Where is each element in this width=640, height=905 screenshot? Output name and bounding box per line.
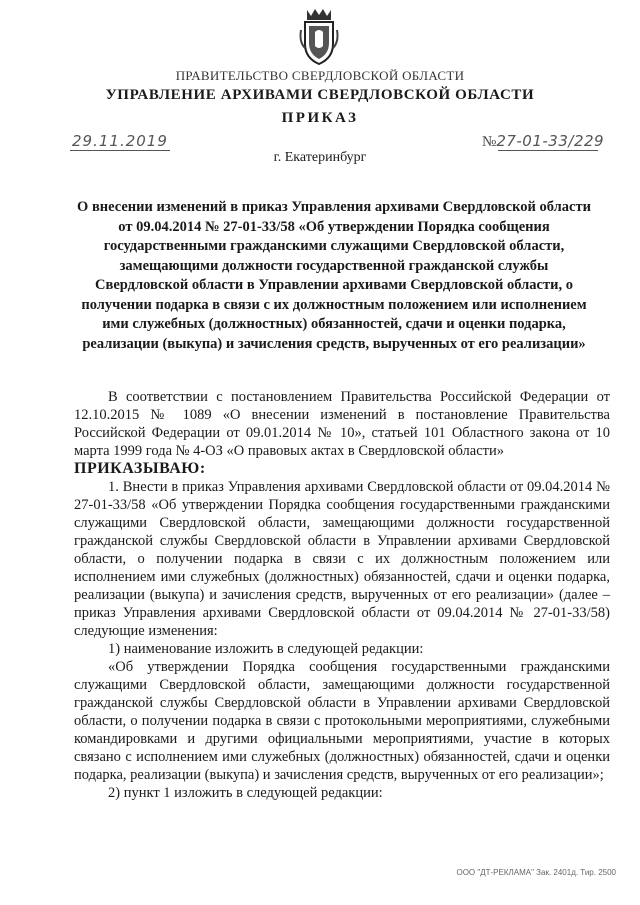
order-keyword: ПРИКАЗЫВАЮ: [74, 460, 206, 477]
government-heading: ПРАВИТЕЛЬСТВО СВЕРДЛОВСКОЙ ОБЛАСТИ [175, 68, 465, 83]
quote-1: «Об утверждении Порядка сообщения государственными гражданскими служащими Свердловской области, замещающими должности государственной гражданской службы Свердловской области в Управлении архивами Свердловской области, о получении подарка в связи с протокольными мероприятиями, служебными командировками и другими официальными мероприятиями, участие в которых связано с исполнением ими служебных (должностных) обязанностей, сдачи и оценки подарка, реализации (выкупа) и зачисления средств, вырученных от его реализации»; [74, 659, 610, 783]
preamble: В соответствии с постановлением Правительства Российской Федерации от 12.10.2015 № 1089 «О внесении изменений в постановление Правительства Российской Федерации от 09.01.2014 № 10», статьей 101 Областного закона от 10 марта 1999 года № 4-ОЗ «О правовых актах в Свердловской области» [74, 389, 610, 459]
department-heading: УПРАВЛЕНИЕ АРХИВАМИ СВЕРДЛОВСКОЙ ОБЛАСТИ [105, 87, 535, 103]
city: г. Екатеринбург [273, 150, 367, 165]
order-title: О внесении изменений в приказ Управления архивами Свердловской области от 09.04.2014 № 27-01-33/58 «Об утверждении Порядка сообщения государственными гражданскими служащими Свердловской области, замещающими должности государственной гражданской службы Свердловской области в Управлении архивами Свердловской области, о получении подарка в связи с их должностным положением или исполнением ими служебных (должностных) обязанностей, сдачи и оценки подарка, реализации (выкупа) и зачисления средств, вырученных от его реализации» [77, 199, 591, 352]
order-date: 29.11.2019 [72, 132, 168, 150]
sverdlovsk-coat-of-arms-icon [297, 6, 341, 66]
document-type: ПРИКАЗ [281, 110, 359, 126]
item-1: 1. Внести в приказ Управления архивами Свердловской области от 09.04.2014 № 27-01-33/58 «Об утверждении Порядка сообщения государственными гражданскими служащими Свердловской области, замещающими должности государственной гражданской службы Свердловской области в Управлении архивами Свердловской области, о получении подарка в связи с их должностным положением или исполнением ими служебных (должностных) обязанностей, сдачи и оценки подарка, реализации (выкупа) и зачисления средств, вырученных от его реализации» (далее – приказ Управления архивами Свердловской области от 09.04.2014 № 27-01-33/58) следующие изменения: [74, 479, 610, 639]
subitem-1: 1) наименование изложить в следующей редакции: [108, 641, 424, 657]
number-value: 27-01-33/229 [496, 132, 605, 150]
order-number [482, 132, 604, 151]
order-body [74, 388, 610, 802]
number-prefix: № [482, 134, 497, 150]
subitem-2: 2) пункт 1 изложить в следующей редакции: [108, 785, 383, 801]
printer-footer: ООО "ДТ-РЕКЛАМА" Зак. 2401д. Тир. 2500 [456, 868, 616, 877]
